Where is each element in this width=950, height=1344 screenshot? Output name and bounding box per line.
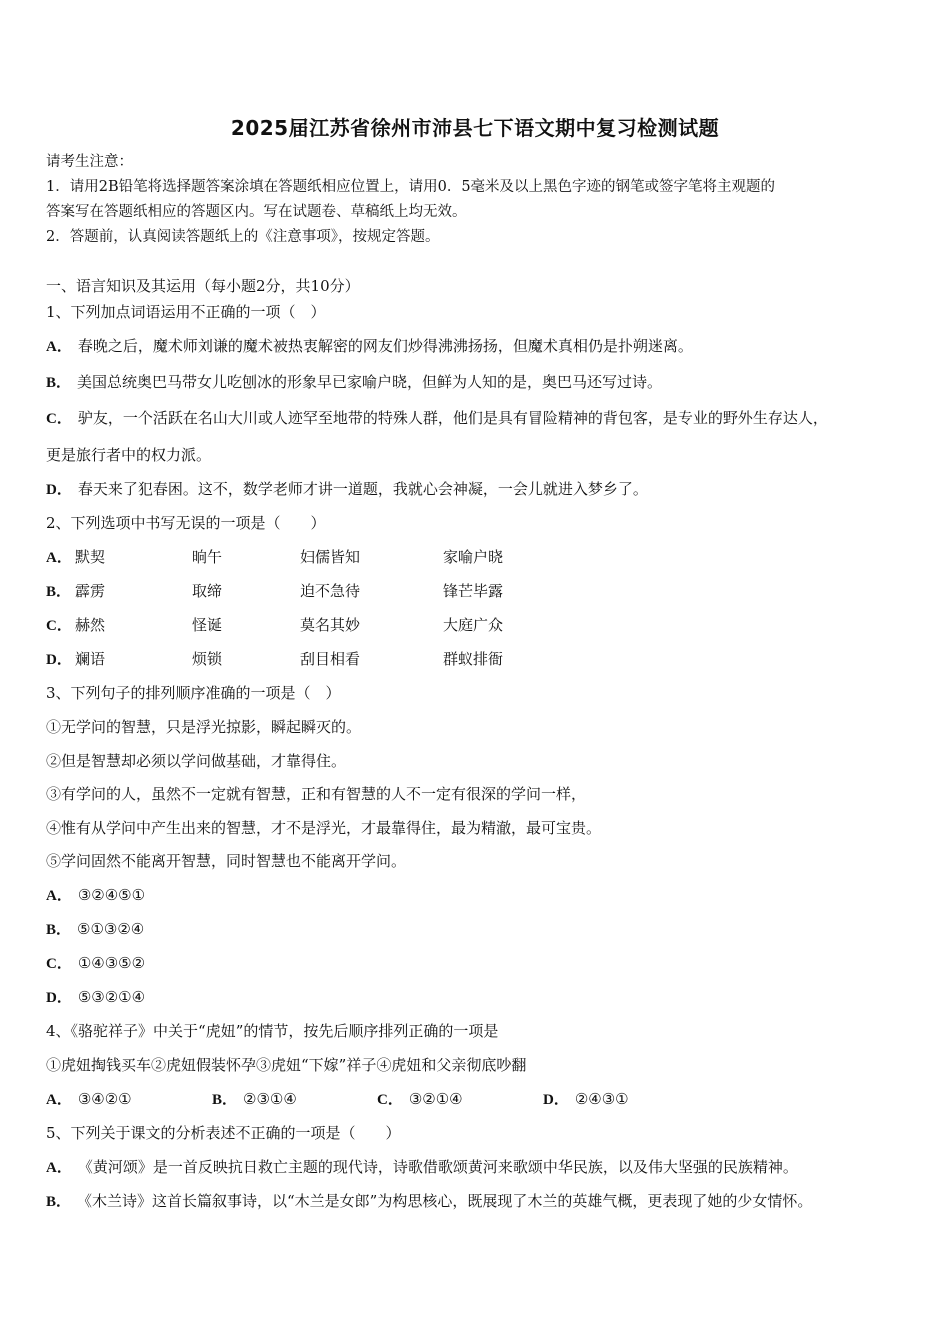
q2-row-b-word-3: 迫不急待 — [300, 582, 361, 600]
q3-option-a-label: A． — [46, 888, 72, 904]
q2-row-a-word-1: 默契 — [75, 548, 106, 566]
q4-option-a — [46, 1089, 132, 1110]
q3-sentence-1: ①无学问的智慧，只是浮光掠影，瞬起瞬灭的。 — [46, 718, 362, 736]
q2-row-a-word-2: 晌午 — [192, 548, 223, 566]
q1-option-a-text: 春晚之后，魔术师刘谦的魔术被热衷解密的网友们炒得沸沸扬扬，但魔术真相仍是扑朔迷离。 — [77, 337, 693, 355]
q3-sentence-2: ②但是智慧却必须以学问做基础，才靠得住。 — [46, 752, 347, 770]
q3-option-b — [46, 919, 144, 940]
notice-heading: 请考生注意： — [46, 154, 133, 170]
q2-row-c-word-3: 莫名其妙 — [300, 616, 361, 634]
q4-events: ①虎妞掏钱买车②虎妞假装怀孕③虎妞“下嫁”祥子④虎妞和父亲彻底吵翻 — [46, 1056, 527, 1074]
q2-row-d-word-4: 群蚁排衙 — [443, 650, 504, 668]
q3-option-a-text: ③②④⑤① — [77, 886, 146, 904]
q4-option-b-label: B． — [212, 1092, 238, 1108]
q1-option-c-text: 驴友，一个活跃在名山大川或人迹罕至地带的特殊人群，他们是具有冒险精神的背包客，是专业的野外生存达人， — [77, 409, 828, 427]
q2-row-a-label: A． — [46, 550, 72, 566]
q5-option-b-label: B． — [46, 1194, 72, 1210]
q1-option-d — [46, 479, 648, 500]
q3-sentence-5: ⑤学问固然不能离开智慧，同时智慧也不能离开学问。 — [46, 852, 407, 870]
q4-option-d — [543, 1089, 629, 1110]
q5-option-a-text: 《黄河颂》是一首反映抗日救亡主题的现代诗，诗歌借歌颂黄河来歌颂中华民族，以及伟大坚强的民族精神。 — [77, 1158, 798, 1176]
q3-option-c-label: C． — [46, 956, 72, 972]
q1-option-b — [46, 372, 662, 393]
q2-row-c-label: C． — [46, 618, 72, 634]
q3-option-d-label: D． — [46, 990, 72, 1006]
q2-row-c-word-1: 赫然 — [75, 616, 106, 634]
q4-option-a-label: A． — [46, 1092, 72, 1108]
q2-row-d-label: D． — [46, 652, 72, 668]
q1-option-d-label: D． — [46, 482, 72, 498]
q3-option-d-text: ⑤③②①④ — [77, 988, 146, 1006]
q5-option-a-label: A． — [46, 1160, 72, 1176]
q1-option-b-label: B． — [46, 375, 72, 391]
q5-option-a — [46, 1157, 798, 1178]
notice-line-1a: 1．请用2B铅笔将选择题答案涂填在答题纸相应位置上，请用0．5毫米及以上黑色字迹的钢笔或签字笔将主观题的 — [46, 179, 776, 195]
q2-row-b-label: B． — [46, 584, 72, 600]
q4-option-c — [377, 1089, 463, 1110]
notice-line-2: 2．答题前，认真阅读答题纸上的《注意事项》，按规定答题。 — [46, 229, 440, 245]
q2-row-c-word-2: 怪诞 — [192, 616, 223, 634]
q3-stem: 3、下列句子的排列顺序准确的一项是（ ） — [46, 684, 341, 702]
q1-option-a-label: A． — [46, 339, 72, 355]
q1-option-c — [46, 408, 828, 429]
q3-option-b-text: ⑤①③②④ — [77, 920, 145, 938]
q3-option-d — [46, 987, 145, 1008]
q5-option-b — [46, 1191, 812, 1212]
q1-option-b-text: 美国总统奥巴马带女儿吃刨冰的形象早已家喻户晓，但鲜为人知的是，奥巴马还写过诗。 — [77, 373, 663, 391]
q2-row-c-word-4: 大庭广众 — [443, 616, 504, 634]
q2-row-d-word-3: 刮目相看 — [300, 650, 361, 668]
q4-option-a-text: ③④②① — [77, 1090, 132, 1108]
q1-stem: 1、下列加点词语运用不正确的一项（ ） — [46, 303, 326, 321]
q1-option-a — [46, 336, 693, 357]
q3-option-c — [46, 953, 145, 974]
q1-option-d-text: 春天来了犯春困。这不，数学老师才讲一道题，我就心会神凝，一会儿就进入梦乡了。 — [77, 480, 648, 498]
q3-option-b-label: B． — [46, 922, 72, 938]
page-title: 2025届江苏省徐州市沛县七下语文期中复习检测试题 — [230, 116, 720, 140]
q3-sentence-4: ④惟有从学问中产生出来的智慧，才不是浮光，才最靠得住，最为精澈，最可宝贵。 — [46, 819, 602, 837]
q4-option-c-label: C． — [377, 1092, 403, 1108]
q3-option-c-text: ①④③⑤② — [77, 954, 146, 972]
q5-option-b-text: 《木兰诗》这首长篇叙事诗，以“木兰是女郎”为构思核心，既展现了木兰的英雄气概，更表现了她的少女情怀。 — [77, 1192, 813, 1210]
q4-option-d-text: ②④③① — [574, 1090, 629, 1108]
q2-row-b-word-4: 锋芒毕露 — [443, 582, 504, 600]
section-heading: 一、语言知识及其运用（每小题2分，共10分） — [46, 277, 360, 295]
q4-option-b — [212, 1089, 297, 1110]
q4-option-d-label: D． — [543, 1092, 569, 1108]
q5-stem: 5、下列关于课文的分析表述不正确的一项是（ ） — [46, 1124, 401, 1142]
q2-row-b-word-1: 霹雳 — [75, 582, 106, 600]
q2-row-b-word-2: 取缔 — [192, 582, 223, 600]
q1-option-c-continued: 更是旅行者中的权力派。 — [46, 446, 212, 464]
q2-row-a-word-3: 妇儒皆知 — [300, 548, 361, 566]
q2-row-d-word-1: 斓语 — [75, 650, 106, 668]
q2-stem: 2、下列选项中书写无误的一项是（ ） — [46, 514, 326, 532]
q4-option-c-text: ③②①④ — [408, 1090, 463, 1108]
q2-row-a-word-4: 家喻户晓 — [443, 548, 504, 566]
q1-option-c-label: C． — [46, 411, 72, 427]
notice-line-1b: 答案写在答题纸相应的答题区内。写在试题卷、草稿纸上均无效。 — [46, 204, 467, 220]
q3-sentence-3: ③有学问的人，虽然不一定就有智慧，正和有智慧的人不一定有很深的学问一样， — [46, 785, 587, 803]
q4-option-b-text: ②③①④ — [243, 1090, 297, 1108]
q2-row-d-word-2: 烦锁 — [192, 650, 223, 668]
q4-stem: 4、《骆驼祥子》中关于“虎妞”的情节，按先后顺序排列正确的一项是 — [46, 1022, 499, 1040]
q3-option-a — [46, 885, 145, 906]
